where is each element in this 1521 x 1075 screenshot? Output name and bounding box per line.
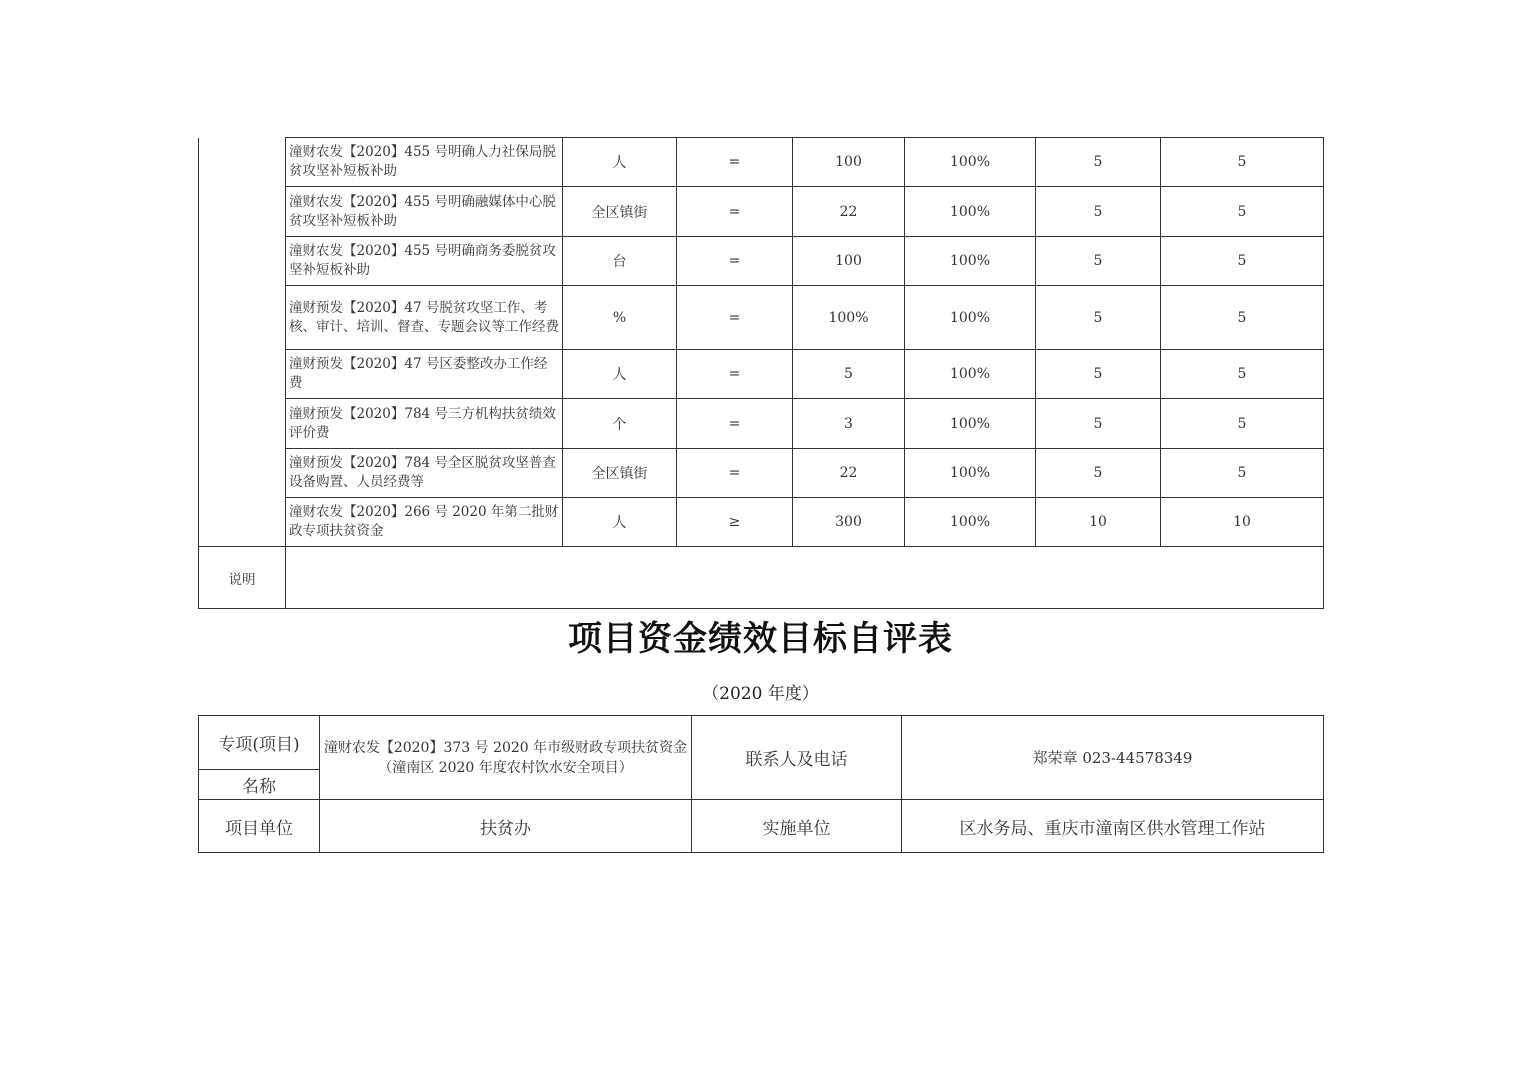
indicator-operator: =	[677, 350, 793, 399]
indicator-unit: 个	[563, 399, 677, 449]
indicator-unit: 全区镇街	[563, 449, 677, 498]
indicator-score: 5	[1036, 449, 1161, 498]
table-row	[199, 716, 1324, 770]
indicator-unit: 人	[563, 350, 677, 399]
indicator-name: 潼财预发【2020】784 号三方机构扶贫绩效评价费	[286, 399, 563, 449]
project-name-value: 潼财农发【2020】373 号 2020 年市级财政专项扶贫资金（潼南区 2020 年度农村饮水安全项目）	[320, 716, 692, 800]
indicator-completion: 100%	[905, 350, 1036, 399]
table-row	[199, 237, 1324, 286]
indicator-completion: 100%	[905, 187, 1036, 237]
indicator-name: 潼财农发【2020】266 号 2020 年第二批财政专项扶贫资金	[286, 498, 563, 547]
table-row	[199, 399, 1324, 449]
indicator-self-score: 5	[1161, 237, 1324, 286]
contact-value: 郑荣章 023-44578349	[902, 716, 1324, 800]
indicator-self-score: 5	[1161, 286, 1324, 350]
indicator-completion: 100%	[905, 286, 1036, 350]
indicator-self-score: 10	[1161, 498, 1324, 547]
indicator-target: 22	[793, 187, 905, 237]
indicator-score: 5	[1036, 237, 1161, 286]
table-row	[199, 350, 1324, 399]
indicator-completion: 100%	[905, 498, 1036, 547]
indicator-completion: 100%	[905, 399, 1036, 449]
indicator-unit: %	[563, 286, 677, 350]
indicator-unit: 人	[563, 498, 677, 547]
indicator-table	[198, 137, 1324, 609]
indicator-name: 潼财预发【2020】47 号区委整改办工作经费	[286, 350, 563, 399]
project-unit-label: 项目单位	[199, 800, 320, 853]
indicator-completion: 100%	[905, 449, 1036, 498]
category-cell	[199, 138, 286, 547]
indicator-operator: =	[677, 286, 793, 350]
indicator-score: 5	[1036, 399, 1161, 449]
project-name-label-top: 专项(项目)	[199, 716, 320, 770]
project-info-table	[198, 715, 1324, 853]
indicator-target: 300	[793, 498, 905, 547]
indicator-name: 潼财农发【2020】455 号明确融媒体中心脱贫攻坚补短板补助	[286, 187, 563, 237]
note-label: 说明	[199, 547, 286, 609]
table-row	[199, 498, 1324, 547]
indicator-self-score: 5	[1161, 138, 1324, 187]
indicator-self-score: 5	[1161, 399, 1324, 449]
indicator-score: 10	[1036, 498, 1161, 547]
project-unit-value: 扶贫办	[320, 800, 692, 853]
table-row	[199, 138, 1324, 187]
indicator-self-score: 5	[1161, 187, 1324, 237]
implementing-unit-value: 区水务局、重庆市潼南区供水管理工作站	[902, 800, 1324, 853]
indicator-target: 3	[793, 399, 905, 449]
indicator-unit: 台	[563, 237, 677, 286]
indicator-operator: =	[677, 399, 793, 449]
indicator-target: 100%	[793, 286, 905, 350]
note-value	[286, 547, 1324, 609]
indicator-completion: 100%	[905, 138, 1036, 187]
indicator-score: 5	[1036, 350, 1161, 399]
indicator-completion: 100%	[905, 237, 1036, 286]
indicator-name: 潼财预发【2020】47 号脱贫攻坚工作、考核、审计、培训、督查、专题会议等工作经费	[286, 286, 563, 350]
indicator-target: 5	[793, 350, 905, 399]
indicator-score: 5	[1036, 286, 1161, 350]
indicator-self-score: 5	[1161, 350, 1324, 399]
indicator-target: 100	[793, 237, 905, 286]
indicator-operator: =	[677, 449, 793, 498]
indicator-target: 100	[793, 138, 905, 187]
indicator-operator: =	[677, 237, 793, 286]
indicator-name: 潼财预发【2020】784 号全区脱贫攻坚普查设备购置、人员经费等	[286, 449, 563, 498]
table-row	[199, 286, 1324, 350]
page-title: 项目资金绩效目标自评表	[568, 619, 953, 659]
indicator-score: 5	[1036, 187, 1161, 237]
indicator-unit: 全区镇街	[563, 187, 677, 237]
table-row	[199, 449, 1324, 498]
indicator-operator: =	[677, 138, 793, 187]
indicator-target: 22	[793, 449, 905, 498]
indicator-score: 5	[1036, 138, 1161, 187]
indicator-name: 潼财农发【2020】455 号明确商务委脱贫攻坚补短板补助	[286, 237, 563, 286]
table-row	[199, 187, 1324, 237]
implementing-unit-label: 实施单位	[692, 800, 902, 853]
indicator-operator: ≥	[677, 498, 793, 547]
indicator-self-score: 5	[1161, 449, 1324, 498]
page-subtitle: （2020 年度）	[702, 684, 819, 704]
note-row	[199, 547, 1324, 609]
indicator-unit: 人	[563, 138, 677, 187]
indicator-name: 潼财农发【2020】455 号明确人力社保局脱贫攻坚补短板补助	[286, 138, 563, 187]
contact-label: 联系人及电话	[692, 716, 902, 800]
project-name-label-bottom: 名称	[199, 770, 320, 800]
indicator-operator: =	[677, 187, 793, 237]
table-row	[199, 800, 1324, 853]
